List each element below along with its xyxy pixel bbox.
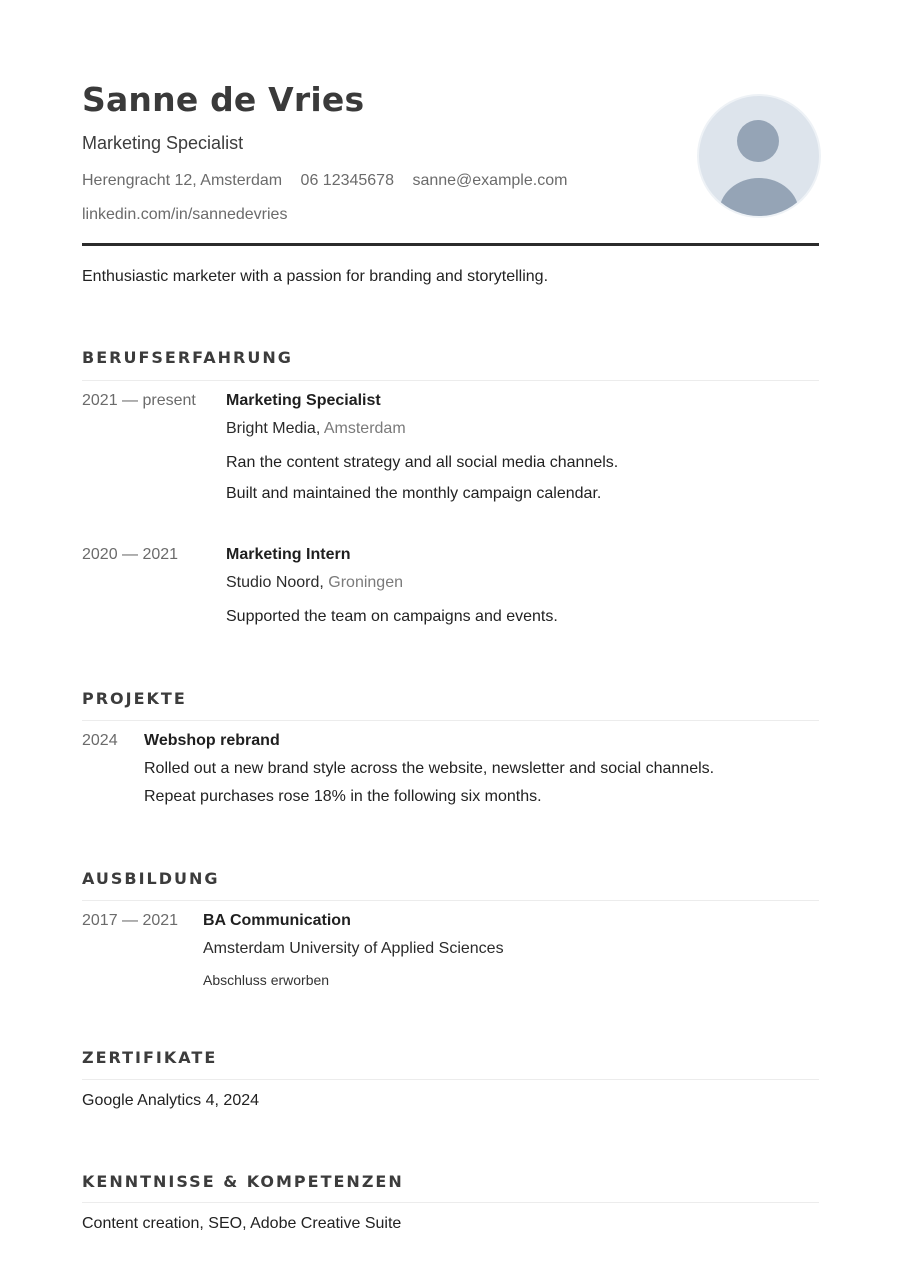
avatar-head-shape — [737, 120, 779, 162]
education-details — [203, 912, 819, 988]
degree-status: Abschluss erworben — [203, 972, 330, 988]
contact-linkedin[interactable]: linkedin.com/in/sannedevries — [82, 206, 288, 223]
contact-phone: 06 12345678 — [300, 172, 394, 189]
section-divider — [82, 1202, 819, 1203]
experience-bullet: Supported the team on campaigns and events. — [226, 608, 558, 625]
project-details — [144, 732, 819, 819]
certificates-text: Google Analytics 4, 2024 — [82, 1092, 260, 1109]
degree-title: BA Communication — [203, 912, 351, 929]
experience-dates: 2020 — 2021 — [82, 546, 179, 563]
employer-name: Studio Noord — [226, 574, 320, 591]
profile-summary: Enthusiastic marketer with a passion for branding and storytelling. — [82, 268, 549, 285]
section-divider — [82, 1079, 819, 1080]
section-divider — [82, 720, 819, 721]
skills-text: Content creation, SEO, Adobe Creative Suite — [82, 1215, 402, 1232]
experience-details — [226, 392, 819, 516]
education-dates: 2017 — 2021 — [82, 912, 179, 929]
contact-line — [82, 172, 581, 190]
contact-address: Herengracht 12, Amsterdam — [82, 172, 283, 189]
project-line: Rolled out a new brand style across the website, newsletter and social channels. — [144, 760, 715, 777]
section-divider — [82, 380, 819, 381]
school-name: Amsterdam University of Applied Sciences — [203, 940, 504, 957]
header-divider — [82, 243, 819, 246]
employer-line: Bright Media, Amsterdam — [226, 420, 406, 437]
section-title-education: AUSBILDUNG — [82, 869, 220, 888]
candidate-name: Sanne de Vries — [82, 80, 365, 119]
section-title-skills: KENNTNISSE & KOMPETENZEN — [82, 1172, 404, 1191]
project-line: Repeat purchases rose 18% in the following six months. — [144, 788, 542, 805]
employer-location: Amsterdam — [323, 420, 406, 437]
job-title: Marketing Specialist — [226, 392, 381, 409]
section-divider — [82, 900, 819, 901]
employer-line: Studio Noord, Groningen — [226, 574, 403, 591]
contact-email[interactable]: sanne@example.com — [412, 172, 568, 189]
project-year: 2024 — [82, 732, 118, 749]
experience-bullet: Ran the content strategy and all social media channels. — [226, 454, 619, 471]
section-title-experience: BERUFSERFAHRUNG — [82, 348, 293, 367]
experience-details — [226, 546, 819, 639]
section-title-projects: PROJEKTE — [82, 689, 187, 708]
avatar-body-shape — [719, 178, 799, 216]
employer-name: Bright Media — [226, 420, 316, 437]
experience-bullet: Built and maintained the monthly campaign calendar. — [226, 485, 602, 502]
employer-location: Groningen — [328, 574, 403, 591]
experience-dates: 2021 — present — [82, 392, 196, 409]
job-title: Marketing Intern — [226, 546, 351, 563]
candidate-role: Marketing Specialist — [82, 133, 244, 153]
project-title: Webshop rebrand — [144, 732, 280, 749]
section-title-certificates: ZERTIFIKATE — [82, 1048, 218, 1067]
person-avatar-icon — [699, 96, 819, 216]
